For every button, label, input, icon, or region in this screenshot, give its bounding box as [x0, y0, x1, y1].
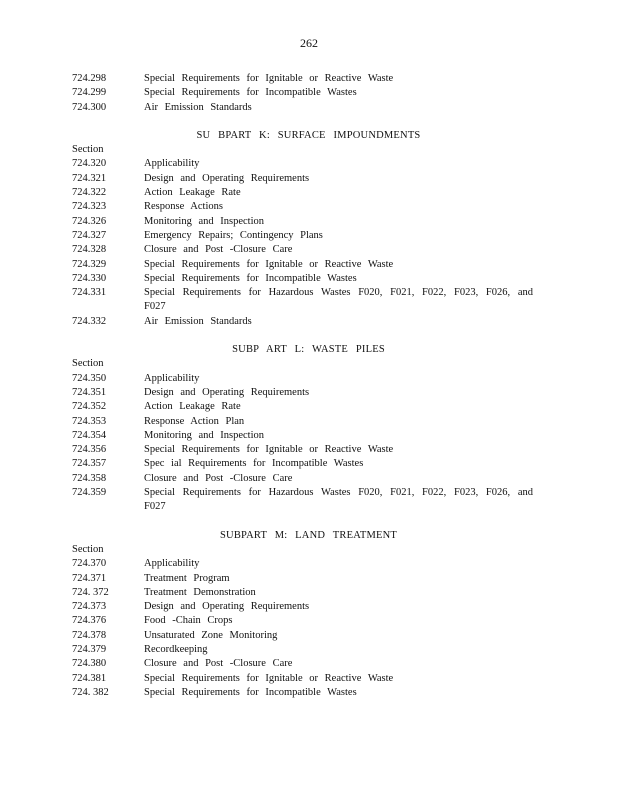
section-number: 724.376	[72, 615, 107, 627]
section-number: 724. 372	[72, 586, 109, 598]
section-number: 724.351	[72, 386, 107, 398]
section-row	[72, 472, 533, 486]
section-title: Design and Operating Requirements	[144, 386, 310, 398]
section-number: 724.370	[72, 558, 107, 570]
section-row	[72, 286, 533, 315]
section-title: Closure and Post -Closure Care	[144, 244, 293, 256]
section-title: Design and Operating Requirements	[144, 172, 310, 184]
section-row	[72, 657, 533, 671]
section-number: 724.380	[72, 658, 107, 670]
section-row	[72, 600, 533, 614]
subpart-heading: SUBP ART L: WASTE PILES	[232, 344, 385, 356]
section-title: Treatment Demonstration	[144, 586, 256, 598]
section-number: 724.323	[72, 201, 107, 213]
section-title: Action Leakage Rate	[144, 401, 241, 413]
section-column-label: Section	[72, 358, 104, 370]
section-number: 724.357	[72, 458, 107, 470]
table-of-contents	[72, 72, 533, 700]
subpart-block	[72, 129, 533, 329]
section-row	[72, 272, 533, 286]
section-title: Recordkeeping	[144, 643, 208, 655]
subpart-block	[72, 529, 533, 701]
section-number: 724.321	[72, 172, 107, 184]
section-row	[72, 72, 533, 86]
section-row	[72, 315, 533, 329]
section-title: Applicability	[144, 558, 200, 570]
section-row	[72, 686, 533, 700]
section-row	[72, 101, 533, 115]
section-row	[72, 200, 533, 214]
section-title: Monitoring and Inspection	[144, 429, 264, 441]
section-row	[72, 672, 533, 686]
section-number: 724.327	[72, 229, 107, 241]
section-number: 724.328	[72, 244, 107, 256]
section-column-label: Section	[72, 543, 104, 555]
section-row	[72, 415, 533, 429]
section-title: Special Requirements for Ignitable or Reactive Waste	[144, 258, 394, 270]
section-number: 724.352	[72, 401, 107, 413]
section-number: 724.331	[72, 287, 107, 299]
section-row	[72, 643, 533, 657]
section-number: 724.378	[72, 629, 107, 641]
section-number: 724.371	[72, 572, 107, 584]
section-row	[72, 258, 533, 272]
section-title: Special Requirements for Incompatible Wastes	[144, 87, 357, 99]
subpart-list	[72, 129, 533, 700]
section-number: 724.300	[72, 101, 107, 113]
section-row	[72, 243, 533, 257]
intro-section-list	[72, 72, 533, 115]
section-title: Closure and Post -Closure Care	[144, 472, 293, 484]
section-number: 724.353	[72, 415, 107, 427]
section-number: 724.350	[72, 372, 107, 384]
section-row	[72, 229, 533, 243]
section-title: Monitoring and Inspection	[144, 215, 264, 227]
section-row	[72, 86, 533, 100]
page-number: 262	[300, 36, 318, 50]
section-number: 724.298	[72, 73, 107, 84]
section-row	[72, 457, 533, 471]
section-number: 724.359	[72, 487, 107, 499]
section-row	[72, 443, 533, 457]
section-number: 724.299	[72, 87, 107, 99]
section-row	[72, 557, 533, 571]
section-title: Spec ial Requirements for Incompatible Wastes	[144, 458, 364, 470]
section-number: 724.326	[72, 215, 107, 227]
subpart-heading: SU BPART K: SURFACE IMPOUNDMENTS	[196, 129, 421, 141]
section-number: 724.379	[72, 643, 107, 655]
section-title: Special Requirements for Ignitable or Reactive Waste	[144, 444, 394, 456]
section-row	[72, 429, 533, 443]
section-row	[72, 157, 533, 171]
section-row	[72, 172, 533, 186]
section-title: Response Actions	[144, 201, 223, 213]
section-number: 724.358	[72, 472, 107, 484]
section-row	[72, 629, 533, 643]
section-row	[72, 386, 533, 400]
section-title: Unsaturated Zone Monitoring	[144, 629, 278, 641]
section-title: Special Requirements for Incompatible Wastes	[144, 686, 357, 698]
section-number: 724.373	[72, 601, 107, 613]
section-row	[72, 586, 533, 600]
section-row	[72, 186, 533, 200]
section-title: Action Leakage Rate	[144, 187, 241, 199]
section-number: 724. 382	[72, 686, 109, 698]
subpart-heading: SUBPART M: LAND TREATMENT	[220, 529, 397, 541]
section-title: Treatment Program	[144, 572, 230, 584]
section-number: 724.354	[72, 429, 107, 441]
section-title: Special Requirements for Incompatible Wastes	[144, 272, 357, 284]
section-row	[72, 400, 533, 414]
section-number: 724.329	[72, 258, 107, 270]
section-number: 724.356	[72, 444, 107, 456]
section-title: Special Requirements for Ignitable or Reactive Waste	[144, 672, 394, 684]
section-title: Air Emission Standards	[144, 101, 252, 113]
section-row	[72, 572, 533, 586]
section-title: Emergency Repairs; Contingency Plans	[144, 229, 323, 241]
section-row	[72, 614, 533, 628]
section-column-label: Section	[72, 144, 104, 156]
section-number: 724.322	[72, 187, 107, 199]
section-row	[72, 215, 533, 229]
section-title: Air Emission Standards	[144, 315, 252, 327]
section-title: Applicability	[144, 158, 200, 170]
section-title: Closure and Post -Closure Care	[144, 658, 293, 670]
section-number: 724.330	[72, 272, 107, 284]
section-row	[72, 372, 533, 386]
section-number: 724.320	[72, 158, 107, 170]
section-title: Special Requirements for Hazardous Wastes F020, F021, F022, F023, F026, and F027	[144, 287, 533, 313]
section-title: Special Requirements for Hazardous Wastes F020, F021, F022, F023, F026, and F027	[144, 487, 533, 513]
section-title: Applicability	[144, 372, 200, 384]
section-row	[72, 486, 533, 515]
section-title: Response Action Plan	[144, 415, 245, 427]
section-number: 724.381	[72, 672, 107, 684]
section-title: Design and Operating Requirements	[144, 601, 310, 613]
subpart-block	[72, 343, 533, 515]
section-title: Special Requirements for Ignitable or Reactive Waste	[144, 73, 394, 84]
section-number: 724.332	[72, 315, 107, 327]
section-title: Food -Chain Crops	[144, 615, 233, 627]
